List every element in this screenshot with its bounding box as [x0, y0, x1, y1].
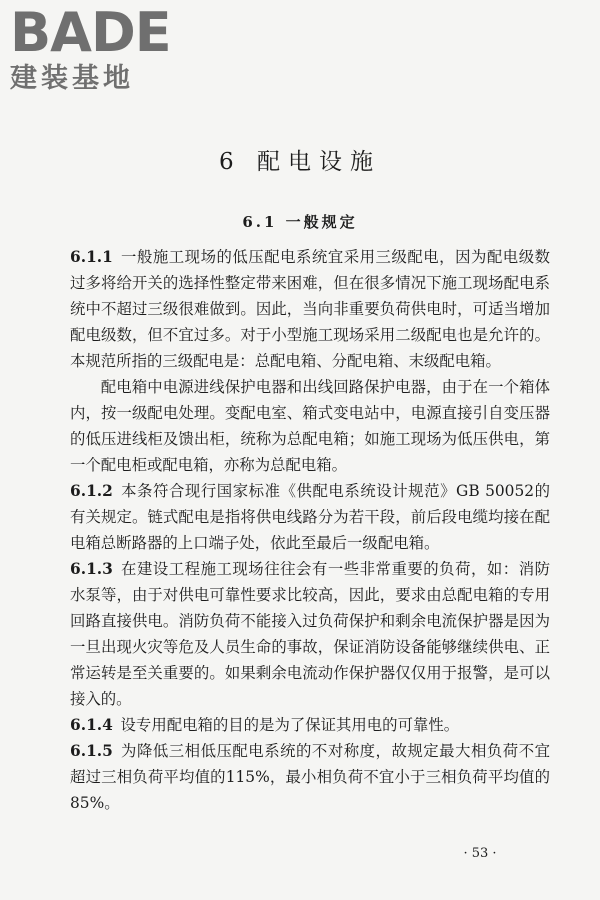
clause-text: 在建设工程施工现场往往会有一些非常重要的负荷，如：消防水泵等，由于对供电可靠性要求比较高，因此，要求由总配电箱的专用回路直接供电。消防负荷不能接入过负荷保护和剩余电流保护器是因为一旦出现火灾等危及人员生命的事故，保证消防设备能够继续供电、正常运转是至关重要的。如果剩余电流动作保护器仅仅用于报警，是可以接入的。: [70, 560, 550, 708]
logo-mark: BADE: [10, 1, 171, 64]
document-body: [70, 244, 550, 816]
clause-text: 为降低三相低压配电系统的不对称度，故规定最大相负荷不宜超过三相负荷平均值的115%，最小相负荷不宜小于三相负荷平均值的85%。: [70, 742, 550, 812]
clause-number: 6.1.5: [70, 742, 113, 760]
clause-6-1-4: [70, 712, 550, 738]
clause-number: 6.1.1: [70, 248, 113, 266]
clause-text: 设专用配电箱的目的是为了保证其用电的可靠性。: [120, 716, 460, 734]
section-title: 6.1 一般规定: [242, 213, 358, 231]
clause-number: 6.1.2: [70, 482, 113, 500]
bade-logo: [10, 1, 180, 96]
clause-6-1-3: [70, 556, 550, 712]
clause-number: 6.1.4: [70, 716, 113, 734]
page-number: · 53 ·: [463, 846, 497, 861]
clause-number: 6.1.3: [70, 560, 113, 578]
logo-subtitle: 建装基地: [10, 63, 134, 94]
clause-text: 配电箱中电源进线保护电器和出线回路保护电器，由于在一个箱体内，按一级配电处理。变配电室、箱式变电站中，电源直接引自变压器的低压进线柜及馈出柜，统称为总配电箱；如施工现场为低压供电，第一个配电柜或配电箱，亦称为总配电箱。: [70, 378, 550, 474]
clause-6-1-5: [70, 738, 550, 816]
chapter-title: 6 配电设施: [219, 149, 381, 175]
clause-6-1-1: [70, 244, 550, 374]
clause-text: 本条符合现行国家标准《供配电系统设计规范》GB 50052的有关规定。链式配电是指将供电线路分为若干段，前后段电缆均接在配电箱总断路器的上口端子处，依此至最后一级配电箱。: [70, 482, 550, 552]
clause-text: 一般施工现场的低压配电系统宜采用三级配电，因为配电级数过多将给开关的选择性整定带来困难，但在很多情况下施工现场配电系统中不超过三级很难做到。因此，当向非重要负荷供电时，可适当增加配电级数，但不宜过多。对于小型施工现场采用二级配电也是允许的。本规范所指的三级配电是：总配电箱、分配电箱、末级配电箱。: [70, 248, 550, 370]
clause-6-1-2: [70, 478, 550, 556]
clause-6-1-1-continued: [70, 374, 550, 478]
